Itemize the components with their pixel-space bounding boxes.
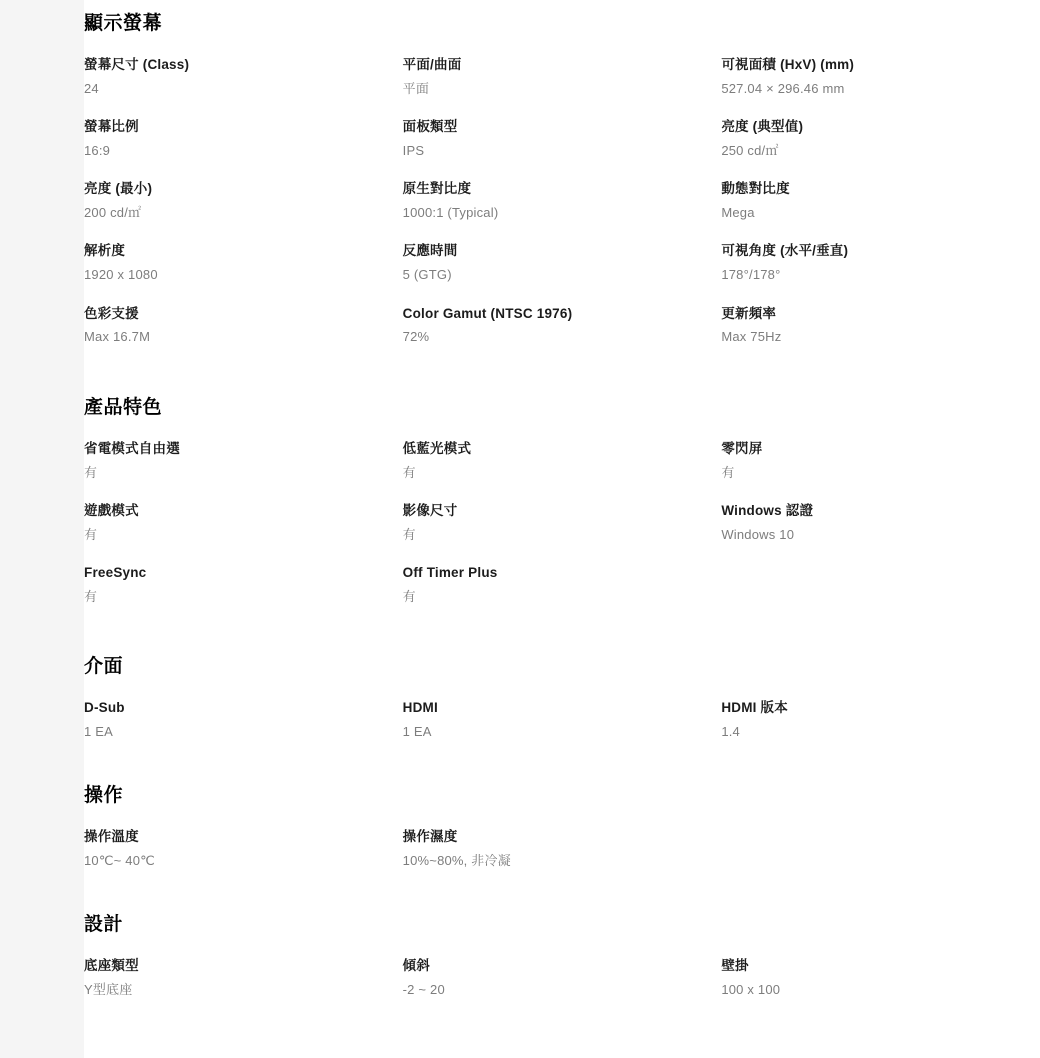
spec-item	[403, 565, 722, 605]
spec-value: Windows 10	[721, 526, 795, 542]
spec-value: 16:9	[84, 143, 111, 158]
spec-value: 5 (GTG)	[402, 267, 452, 283]
spec-item	[403, 243, 722, 283]
spec-item	[84, 565, 403, 605]
spec-item	[721, 503, 1040, 543]
spec-value: 有	[84, 464, 98, 480]
spec-item	[403, 700, 722, 740]
spec-value: 有	[721, 464, 735, 480]
spec-value: Mega	[721, 205, 755, 221]
spec-sheet	[84, 0, 1040, 1058]
spec-item	[721, 306, 1040, 346]
spec-item	[403, 829, 722, 869]
spec-value: 有	[402, 464, 416, 480]
spec-grid	[84, 936, 1040, 998]
spec-value: 100 x 100	[721, 982, 781, 998]
section-title: 產品特色	[84, 396, 163, 418]
spec-value: 72%	[402, 329, 430, 345]
spec-label: 面板類型	[402, 119, 458, 135]
spec-value: 10%~80%, 非冷凝	[402, 853, 511, 868]
spec-item	[84, 181, 403, 221]
spec-value: -2 ~ 20	[402, 982, 445, 998]
section-title: 介面	[84, 656, 124, 677]
spec-section-interface	[84, 651, 1040, 740]
spec-item	[403, 119, 722, 159]
spec-value: Y型底座	[84, 982, 133, 998]
spec-label: Off Timer Plus	[402, 564, 498, 580]
spec-value: IPS	[402, 143, 425, 158]
spec-label: 原生對比度	[402, 181, 472, 197]
spec-label: FreeSync	[84, 564, 147, 580]
spec-label: 低藍光模式	[402, 440, 472, 456]
spec-value: 有	[402, 588, 416, 604]
spec-section-design	[84, 909, 1040, 998]
spec-item	[721, 57, 1040, 97]
section-title: 設計	[84, 914, 124, 936]
spec-value: 1 EA	[84, 723, 113, 739]
spec-section-operation	[84, 780, 1040, 869]
spec-value: 250 cd/㎡	[721, 143, 779, 158]
spec-label: D-Sub	[84, 700, 125, 715]
spec-item	[84, 829, 403, 869]
spec-label: 色彩支援	[84, 305, 139, 321]
spec-value: 200 cd/㎡	[84, 205, 142, 221]
spec-value: 1000:1 (Typical)	[402, 205, 499, 221]
spec-grid	[84, 807, 1040, 869]
spec-item	[403, 441, 722, 481]
spec-label: 螢幕尺寸 (Class)	[84, 57, 190, 72]
spec-label: 操作溫度	[84, 829, 139, 845]
spec-label: 底座類型	[84, 958, 139, 974]
spec-item	[84, 119, 403, 159]
spec-label: 遊戲模式	[84, 502, 139, 518]
spec-value: Max 16.7M	[84, 329, 151, 345]
spec-label: 影像尺寸	[402, 502, 458, 518]
spec-label: Windows 認證	[721, 502, 814, 518]
spec-label: 螢幕比例	[84, 119, 139, 135]
spec-value: 1 EA	[402, 723, 432, 739]
spec-label: 壁掛	[721, 958, 749, 974]
spec-value: Max 75Hz	[721, 329, 782, 345]
spec-value: 有	[402, 526, 416, 542]
spec-label: 零閃屏	[721, 440, 763, 456]
spec-grid	[84, 419, 1040, 605]
spec-item	[84, 503, 403, 543]
spec-sheet-inner	[84, 0, 1040, 998]
spec-value: 10℃~ 40℃	[84, 853, 155, 868]
section-title: 操作	[84, 785, 124, 807]
spec-label: 平面/曲面	[402, 57, 462, 72]
spec-section-display	[84, 0, 1040, 346]
spec-label: Color Gamut (NTSC 1976)	[402, 305, 573, 321]
spec-label: HDMI 版本	[721, 700, 788, 715]
spec-label: 反應時間	[402, 243, 458, 259]
section-spacer	[84, 869, 1040, 909]
spec-label: 可視面積 (HxV) (mm)	[721, 57, 855, 72]
spec-label: 操作濕度	[402, 829, 458, 845]
spec-grid	[84, 35, 1040, 346]
spec-item	[403, 57, 722, 97]
spec-section-features	[84, 392, 1040, 605]
spec-item	[403, 306, 722, 346]
spec-item	[84, 958, 403, 998]
spec-label: 更新頻率	[721, 305, 777, 321]
spec-value: 有	[84, 588, 98, 604]
spec-item	[84, 700, 403, 740]
section-title: 顯示螢幕	[84, 13, 163, 34]
spec-label: HDMI	[402, 700, 438, 715]
section-spacer	[84, 346, 1040, 392]
spec-value: 1.4	[721, 723, 740, 739]
spec-value: 24	[84, 80, 99, 96]
spec-item	[721, 441, 1040, 481]
spec-item	[84, 243, 403, 283]
spec-item	[403, 503, 722, 543]
spec-item	[721, 181, 1040, 221]
spec-item	[403, 958, 722, 998]
spec-item	[84, 57, 403, 97]
spec-value: 有	[84, 526, 98, 542]
spec-grid	[84, 678, 1040, 740]
spec-item	[721, 243, 1040, 283]
spec-item	[721, 700, 1040, 740]
spec-item	[84, 441, 403, 481]
spec-label: 傾斜	[402, 958, 431, 974]
section-spacer	[84, 740, 1040, 780]
spec-item	[721, 958, 1040, 998]
spec-value: 平面	[402, 80, 430, 96]
section-spacer	[84, 605, 1040, 651]
spec-item	[403, 181, 722, 221]
spec-value: 527.04 × 296.46 mm	[721, 80, 845, 96]
spec-label: 亮度 (典型值)	[721, 119, 804, 135]
spec-value: 1920 x 1080	[84, 267, 158, 283]
spec-item	[721, 119, 1040, 159]
spec-label: 可視角度 (水平/垂直)	[721, 243, 849, 259]
spec-label: 省電模式自由選	[84, 440, 180, 456]
spec-label: 亮度 (最小)	[84, 181, 153, 197]
spec-label: 解析度	[84, 243, 126, 259]
spec-value: 178°/178°	[721, 267, 781, 283]
spec-label: 動態對比度	[721, 181, 790, 197]
spec-item	[84, 306, 403, 346]
